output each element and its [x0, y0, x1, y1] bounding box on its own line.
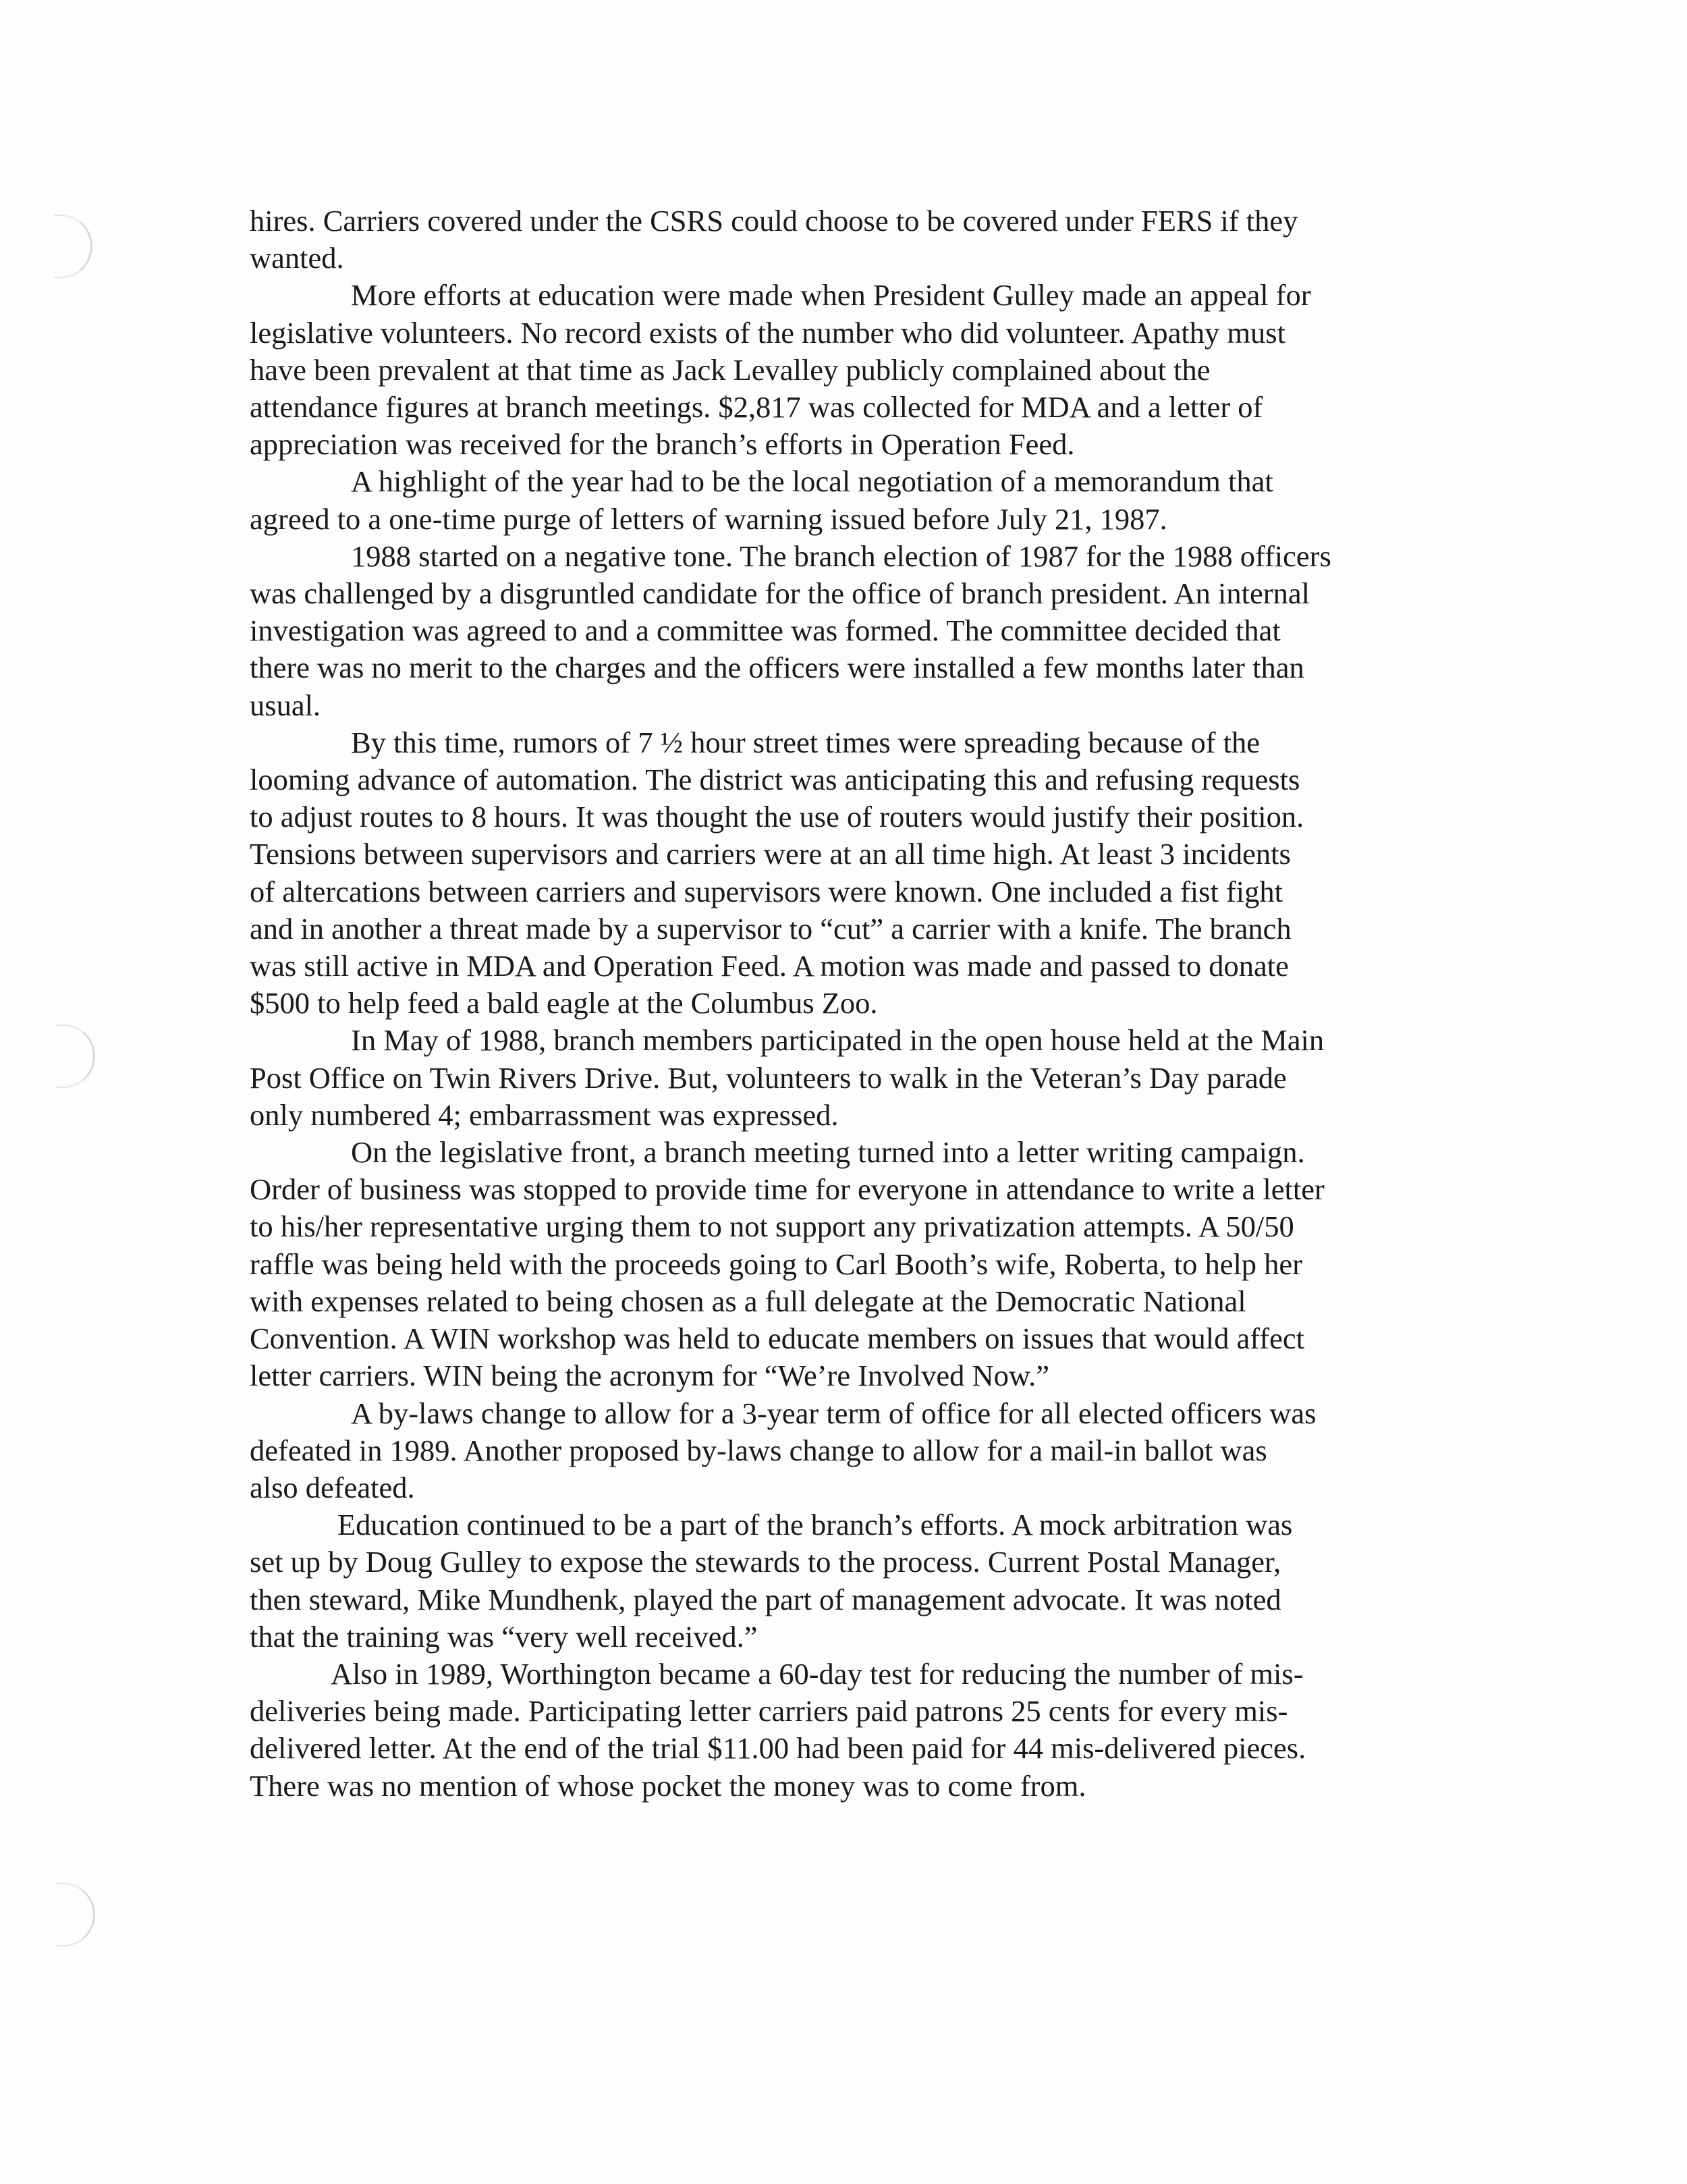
text-line: delivered letter. At the end of the trial $11.00 had been paid for 44 mis-delivered pieces.: [250, 1731, 1306, 1766]
text-line: letter carriers. WIN being the acronym for “We’re Involved Now.”: [250, 1359, 1050, 1393]
paragraph: [250, 1656, 1444, 1805]
text-line: Order of business was stopped to provide time for everyone in attendance to write a letter: [250, 1172, 1325, 1207]
text-line: A highlight of the year had to be the local negotiation of a memorandum that: [351, 464, 1273, 499]
text-line: usual.: [250, 688, 321, 722]
text-line: $500 to help feed a bald eagle at the Columbus Zoo.: [250, 986, 878, 1020]
text-line: appreciation was received for the branch’s efforts in Operation Feed.: [250, 427, 1075, 462]
text-line: raffle was being held with the proceeds going to Carl Booth’s wife, Roberta, to help her: [250, 1247, 1302, 1281]
paragraph: [250, 1022, 1444, 1134]
text-line: In May of 1988, branch members participated in the open house held at the Main: [351, 1023, 1325, 1058]
text-line: On the legislative front, a branch meeting turned into a letter writing campaign.: [351, 1135, 1305, 1170]
text-line: 1988 started on a negative tone. The branch election of 1987 for the 1988 officers: [351, 539, 1331, 573]
text-line: More efforts at education were made when President Gulley made an appeal for: [351, 278, 1311, 312]
text-line: Post Office on Twin Rivers Drive. But, volunteers to walk in the Veteran’s Day parade: [250, 1060, 1287, 1095]
paragraph: [250, 1506, 1444, 1656]
paragraph: [250, 1134, 1444, 1394]
text-line: legislative volunteers. No record exists of the number who did volunteer. Apathy must: [250, 315, 1285, 350]
text-line: set up by Doug Gulley to expose the stewards to the process. Current Postal Manager,: [250, 1545, 1281, 1579]
paragraph: [250, 538, 1444, 724]
text-line: also defeated.: [250, 1470, 415, 1504]
punch-hole-mark: [54, 215, 92, 278]
text-line: of altercations between carriers and supervisors were known. One included a fist fight: [250, 874, 1283, 908]
text-line: agreed to a one-time purge of letters of warning issued before July 21, 1987.: [250, 501, 1167, 536]
document-body: [250, 202, 1444, 1805]
text-line: there was no merit to the charges and the officers were installed a few months later than: [250, 651, 1304, 685]
text-line: A by-laws change to allow for a 3-year term of office for all elected officers was: [351, 1396, 1317, 1430]
text-line: to adjust routes to 8 hours. It was thought the use of routers would justify their position.: [250, 800, 1304, 834]
paragraph: [250, 463, 1444, 537]
text-line: then steward, Mike Mundhenk, played the part of management advocate. It was noted: [250, 1582, 1281, 1616]
text-line: wanted.: [250, 241, 344, 275]
text-line: deliveries being made. Participating letter carriers paid patrons 25 cents for every mis-: [250, 1694, 1288, 1728]
text-line: have been prevalent at that time as Jack Levalley publicly complained about the: [250, 352, 1211, 387]
text-line: and in another a threat made by a supervisor to “cut” a carrier with a knife. The branch: [250, 911, 1292, 946]
text-line: defeated in 1989. Another proposed by-laws change to allow for a mail-in ballot was: [250, 1433, 1267, 1467]
paragraph: [250, 202, 1444, 277]
text-line: Education continued to be a part of the branch’s efforts. A mock arbitration was: [337, 1508, 1293, 1542]
punch-hole-mark: [57, 1883, 95, 1946]
text-line: that the training was “very well received.”: [250, 1619, 758, 1654]
text-line: looming advance of automation. The district was anticipating this and refusing requests: [250, 763, 1300, 797]
text-line: hires. Carriers covered under the CSRS could choose to be covered under FERS if they: [250, 204, 1298, 238]
text-line: to his/her representative urging them to not support any privatization attempts. A 50/50: [250, 1209, 1294, 1244]
text-line: only numbered 4; embarrassment was expressed.: [250, 1097, 839, 1132]
paragraph: [250, 277, 1444, 463]
text-line: attendance figures at branch meetings. $2,817 was collected for MDA and a letter of: [250, 390, 1263, 425]
text-line: was challenged by a disgruntled candidate for the office of branch president. An internal: [250, 576, 1310, 611]
text-line: By this time, rumors of 7 ½ hour street times were spreading because of the: [351, 725, 1261, 759]
text-line: investigation was agreed to and a committee was formed. The committee decided that: [250, 613, 1281, 648]
text-line: Tensions between supervisors and carriers were at an all time high. At least 3 incidents: [250, 837, 1291, 871]
paragraph: [250, 1395, 1444, 1507]
paragraph: [250, 724, 1444, 1022]
punch-hole-mark: [57, 1025, 95, 1088]
text-line: was still active in MDA and Operation Feed. A motion was made and passed to donate: [250, 949, 1289, 983]
text-line: with expenses related to being chosen as a full delegate at the Democratic National: [250, 1284, 1246, 1318]
text-line: Also in 1989, Worthington became a 60-day test for reducing the number of mis-: [331, 1656, 1304, 1691]
text-line: There was no mention of whose pocket the money was to come from.: [250, 1768, 1086, 1803]
text-line: Convention. A WIN workshop was held to educate members on issues that would affect: [250, 1321, 1304, 1356]
